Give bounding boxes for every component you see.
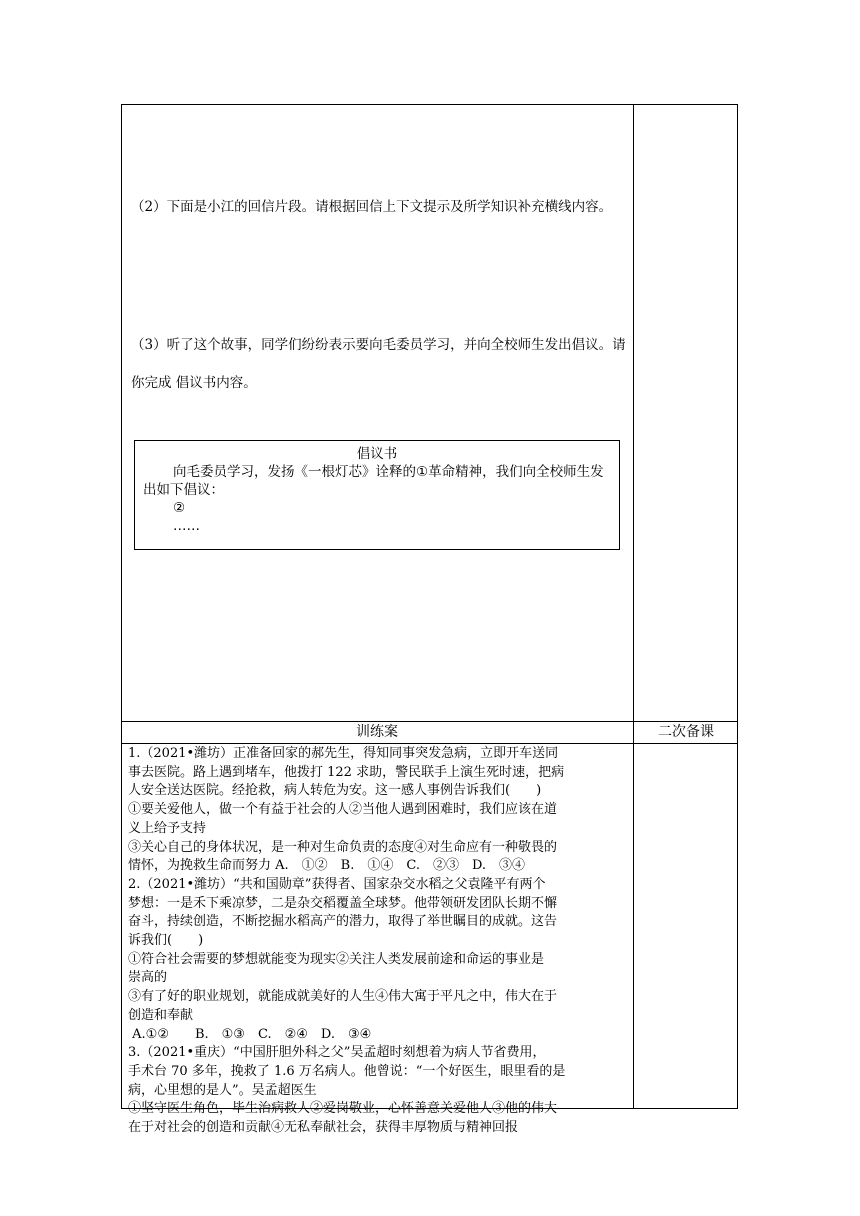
training-line: ①坚守医生角色，毕生治病救人②爱岗敬业，心怀善意关爱他人③他的伟大	[128, 1101, 558, 1117]
training-line: 在于对社会的创造和贡献④无私奉献社会，获得丰厚物质与精神回报	[128, 1120, 519, 1136]
proposal-ellipsis: ……	[173, 518, 200, 534]
training-line: 病，心里想的是人”。吴孟超医生	[128, 1082, 317, 1098]
training-line: A.①② B. ①③ C. ②④ D. ③④	[128, 1026, 372, 1042]
training-line: 1.（2021•潍坊）正准备回家的郝先生，得知同事突发急病，立即开车送同	[128, 746, 559, 761]
training-line: 创造和奉献	[128, 1007, 194, 1023]
proposal-text: 向毛委员学习，发扬《一根灯芯》诠释的①革命精神，我们向全校师生发出如下倡议：	[143, 464, 604, 498]
question-3-text: （3）听了这个故事，同学们纷纷表示要向毛委员学习，并向全校师生发出倡议。请你完成 倡议书内容。	[131, 337, 626, 391]
training-line: 2.（2021•潍坊）“共和国勋章”获得者、国家杂交水稻之父袁隆平有两个	[128, 876, 546, 892]
training-line: ③关心自己的身体状况，是一种对生命负责的态度④对生命应有一种敬畏的	[128, 839, 558, 855]
training-line: 手术台 70 多年，挽救了 1.6 万名病人。他曾说：“一个好医生，眼里看的是	[128, 1063, 566, 1079]
second-prep-header: 二次备课	[658, 724, 714, 740]
question-2-text: （2）下面是小江的回信片段。请根据回信上下文提示及所学知识补充横线内容。	[131, 199, 613, 215]
training-line: 人安全送达医院。经抢救，病人转危为安。这一感人事例告诉我们( )	[128, 783, 542, 799]
training-line: 奋斗，持续创造，不断挖掘水稻高产的潜力，取得了举世瞩目的成就。这告	[128, 914, 558, 930]
training-line: 情怀，为挽救生命而努力 A. ①② B. ①④ C. ②③ D. ③④	[128, 858, 526, 874]
training-line: 崇高的	[128, 970, 168, 986]
training-line: 义上给予支持	[128, 820, 207, 836]
training-header: 训练案	[356, 724, 398, 740]
training-line: 事去医院。路上遇到堵车，他拨打 122 求助，警民联手上演生死时速，把病	[128, 764, 565, 780]
training-line: 诉我们( )	[128, 933, 204, 949]
proposal-item: ②	[173, 500, 186, 516]
training-line: 梦想：一是禾下乘凉梦，二是杂交稻覆盖全球梦。他带领研发团队长期不懈	[128, 895, 558, 911]
training-line: ①要关爱他人，做一个有益于社会的人②当他人遇到困难时，我们应该在道	[128, 802, 558, 818]
column-divider	[633, 104, 634, 1109]
proposal-box	[134, 440, 620, 550]
proposal-title: 倡议书	[356, 446, 398, 462]
training-line: 3.（2021•重庆）“中国肝胆外科之父”吴孟超时刻想着为病人节省费用，	[128, 1045, 546, 1061]
training-line: ③有了好的职业规划，就能成就美好的人生④伟大寓于平凡之中，伟大在于	[128, 989, 558, 1005]
row-divider-bottom	[121, 743, 738, 744]
training-content	[128, 745, 628, 1138]
training-line: ①符合社会需要的梦想就能变为现实②关注人类发展前途和命运的事业是	[128, 951, 545, 967]
proposal-body	[135, 463, 619, 535]
